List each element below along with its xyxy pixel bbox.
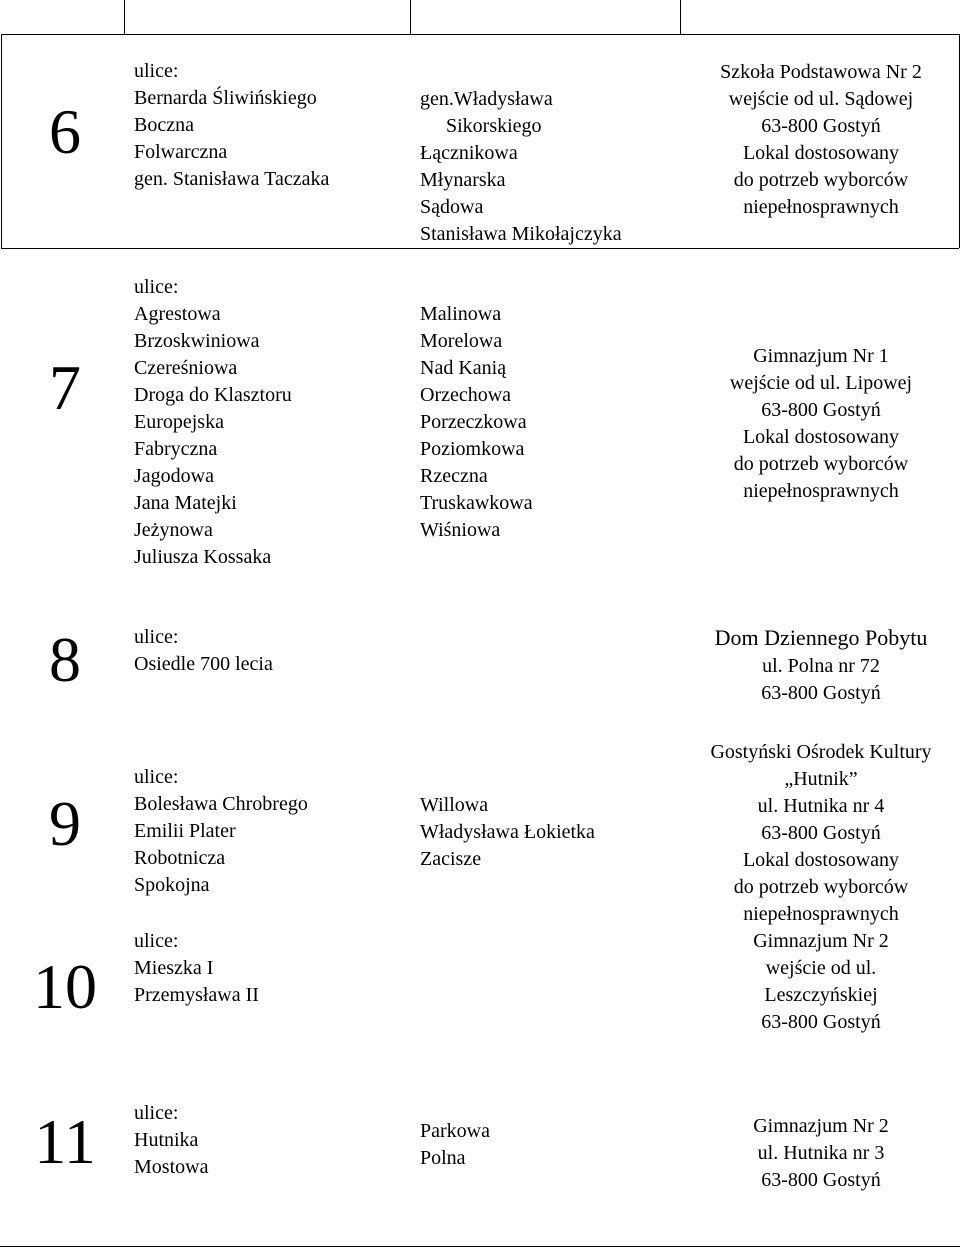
street-label: ulice: [134, 60, 179, 82]
street-name: Mostowa [134, 1156, 209, 1178]
street-name: Sądowa [420, 196, 484, 218]
street-name: Spokojna [134, 874, 210, 896]
address-line: Gimnazjum Nr 1 [753, 345, 889, 367]
address-line: Dom Dziennego Pobytu [714, 625, 928, 650]
street-label: ulice: [134, 626, 179, 648]
address-line: Gimnazjum Nr 2 [753, 930, 889, 952]
address-line: Szkoła Podstawowa Nr 2 [720, 61, 922, 83]
address-line: 63-800 Gostyń [761, 822, 881, 844]
street-name: Bolesława Chrobrego [134, 793, 308, 815]
district-number: 7 [49, 352, 81, 423]
address-line: Gostyński Ośrodek Kultury [710, 741, 932, 763]
address-line: do potrzeb wyborców [733, 169, 909, 191]
address-line: 63-800 Gostyń [761, 399, 881, 421]
street-name: Stanisława Mikołajczyka [420, 223, 622, 245]
street-name: Wiśniowa [420, 519, 501, 541]
district-number: 11 [34, 1106, 96, 1177]
grid-line [410, 0, 411, 34]
street-label: ulice: [134, 1102, 179, 1124]
grid-line [1, 34, 959, 35]
street-name: Agrestowa [134, 303, 221, 325]
street-name: Polna [420, 1147, 466, 1169]
street-name: Malinowa [420, 303, 502, 325]
address-line: Lokal dostosowany [742, 426, 900, 448]
address-line: Leszczyńskiej [764, 984, 878, 1006]
grid-line [124, 0, 125, 34]
streets-column-2 [420, 1118, 490, 1172]
street-name: Orzechowa [420, 384, 512, 406]
street-name: Sikorskiego [446, 115, 542, 137]
street-name: Emilii Plater [134, 820, 236, 842]
street-name: Brzoskwiniowa [134, 330, 260, 352]
street-name: Jana Matejki [134, 492, 237, 514]
streets-column-1 [134, 274, 292, 571]
address-line: wejście od ul. Sądowej [728, 88, 914, 110]
streets-column-2 [420, 792, 595, 873]
streets-column-2 [420, 86, 622, 248]
street-name: Truskawkowa [420, 492, 533, 514]
street-name: Młynarska [420, 169, 506, 191]
street-name: Boczna [134, 114, 194, 136]
address-line: Lokal dostosowany [742, 142, 900, 164]
polling-station-address [683, 928, 959, 1036]
address-line: niepełnosprawnych [743, 903, 899, 925]
district-number: 10 [33, 951, 97, 1022]
address-line: Lokal dostosowany [742, 849, 900, 871]
polling-station-address [683, 59, 959, 221]
grid-line [0, 1246, 960, 1247]
street-name: Bernarda Śliwińskiego [134, 87, 317, 109]
address-line: do potrzeb wyborców [733, 453, 909, 475]
address-line: wejście od ul. [765, 957, 877, 979]
street-name: Robotnicza [134, 847, 226, 869]
address-line: ul. Hutnika nr 4 [757, 795, 885, 817]
streets-column-1 [134, 928, 259, 1009]
address-line: ul. Polna nr 72 [762, 655, 880, 677]
streets-column-1 [134, 624, 273, 678]
street-name: Droga do Klasztoru [134, 384, 292, 406]
address-line: niepełnosprawnych [743, 196, 899, 218]
street-name: Folwarczna [134, 141, 228, 163]
streets-column-1 [134, 58, 329, 193]
address-line: 63-800 Gostyń [761, 682, 881, 704]
street-name: gen. Stanisława Taczaka [134, 168, 330, 190]
polling-station-address [683, 739, 959, 928]
polling-station-address [683, 1113, 959, 1194]
street-name: Rzeczna [420, 465, 488, 487]
polling-station-address [683, 623, 959, 707]
address-line: do potrzeb wyborców [733, 876, 909, 898]
district-number: 8 [49, 624, 81, 695]
street-label: ulice: [134, 766, 179, 788]
street-name: Mieszka I [134, 957, 214, 979]
street-label: ulice: [134, 930, 179, 952]
address-line: ul. Hutnika nr 3 [757, 1142, 885, 1164]
street-name: gen.Władysława [420, 88, 553, 110]
streets-column-1 [134, 1100, 208, 1181]
address-line: 63-800 Gostyń [761, 115, 881, 137]
address-line: Gimnazjum Nr 2 [753, 1115, 889, 1137]
street-name: Jeżynowa [134, 519, 213, 541]
district-number: 6 [49, 96, 81, 167]
street-name: Jagodowa [134, 465, 214, 487]
street-name: Porzeczkowa [420, 411, 527, 433]
street-name: Poziomkowa [420, 438, 525, 460]
street-name: Łącznikowa [420, 142, 518, 164]
street-name: Zacisze [420, 848, 482, 870]
street-name: Morelowa [420, 330, 503, 352]
grid-line [680, 0, 681, 34]
street-name: Przemysława II [134, 984, 259, 1006]
street-name: Fabryczna [134, 438, 218, 460]
streets-column-2 [420, 301, 533, 544]
polling-station-address [683, 343, 959, 505]
street-name: Władysława Łokietka [420, 821, 595, 843]
address-line: „Hutnik” [784, 768, 858, 790]
street-name: Nad Kanią [420, 357, 507, 379]
street-name: Czereśniowa [134, 357, 238, 379]
street-name: Parkowa [420, 1120, 490, 1142]
street-label: ulice: [134, 276, 179, 298]
street-name: Juliusza Kossaka [134, 546, 272, 568]
street-name: Willowa [420, 794, 489, 816]
address-line: wejście od ul. Lipowej [729, 372, 913, 394]
grid-line [1, 248, 959, 249]
address-line: niepełnosprawnych [743, 480, 899, 502]
streets-column-1 [134, 764, 308, 899]
district-number: 9 [49, 788, 81, 859]
street-name: Europejska [134, 411, 224, 433]
grid-line [1, 34, 2, 248]
address-line: 63-800 Gostyń [761, 1011, 881, 1033]
street-name: Hutnika [134, 1129, 199, 1151]
street-name: Osiedle 700 lecia [134, 653, 273, 675]
address-line: 63-800 Gostyń [761, 1169, 881, 1191]
